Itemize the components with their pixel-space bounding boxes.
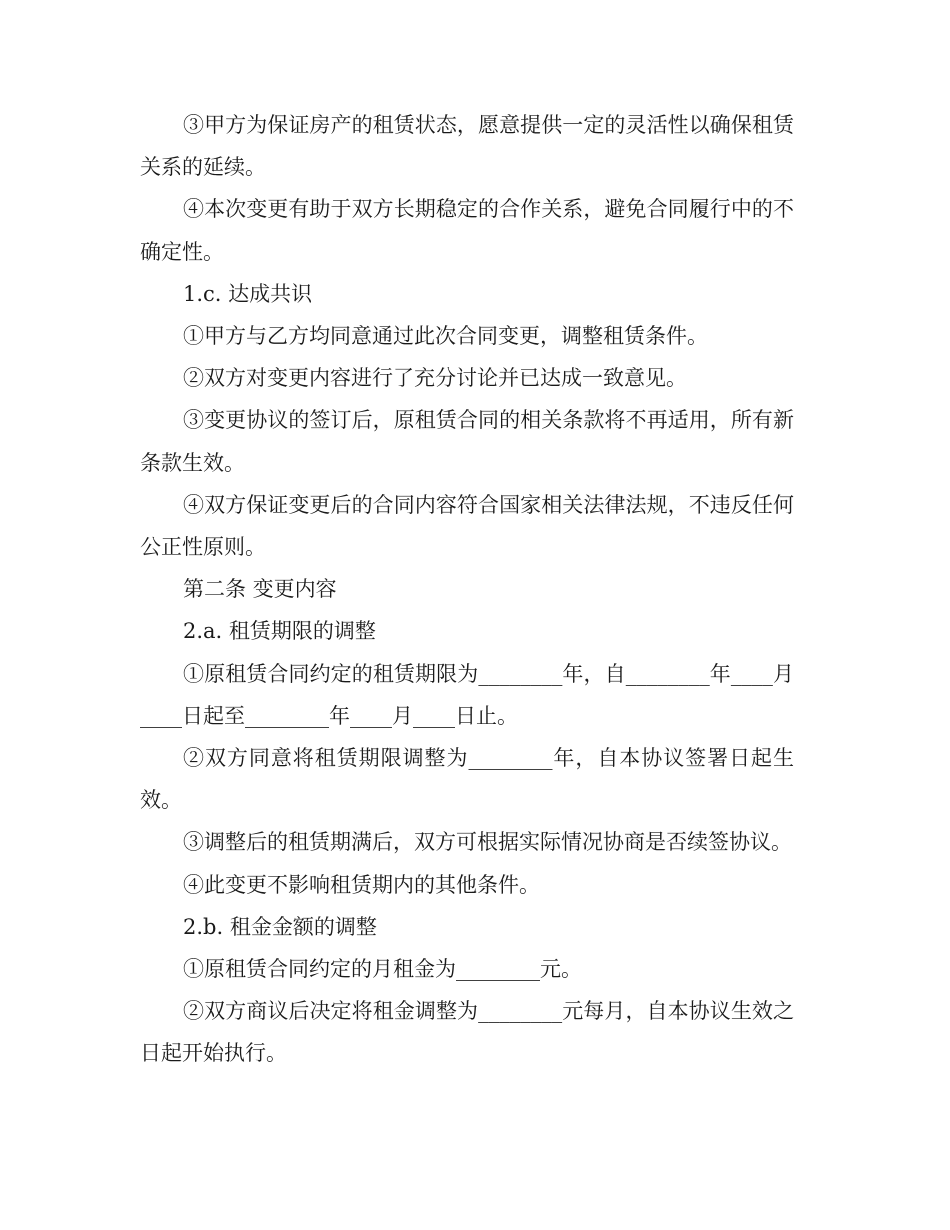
paragraph: ②双方对变更内容进行了充分讨论并已达成一致意见。 xyxy=(183,366,687,391)
article-heading: 第二条 变更内容 xyxy=(183,577,337,602)
paragraph: ②双方同意将租赁期限调整为________年，自本协议签署日起生效。 xyxy=(140,746,794,813)
paragraph: ③甲方为保证房产的租赁状态，愿意提供一定的灵活性以确保租赁关系的延续。 xyxy=(140,113,794,180)
paragraph: ③变更协议的签订后，原租赁合同的相关条款将不再适用，所有新条款生效。 xyxy=(140,408,794,475)
section-heading: 1.c. 达成共识 xyxy=(183,281,313,306)
section-heading: 2.b. 租金金额的调整 xyxy=(183,914,377,939)
paragraph: ④本次变更有助于双方长期稳定的合作关系，避免合同履行中的不确定性。 xyxy=(140,197,794,264)
paragraph: ①甲方与乙方均同意通过此次合同变更，调整租赁条件。 xyxy=(183,324,708,349)
paragraph: ①原租赁合同约定的租赁期限为________年，自________年____月____日起至________年____月____日止。 xyxy=(140,661,794,728)
paragraph: ②双方商议后决定将租金调整为________元每月，自本协议生效之日起开始执行。 xyxy=(140,999,794,1066)
paragraph: ③调整后的租赁期满后，双方可根据实际情况协商是否续签协议。 xyxy=(183,830,792,855)
paragraph: ④双方保证变更后的合同内容符合国家相关法律法规，不违反任何公正性原则。 xyxy=(140,492,794,560)
document-body xyxy=(140,104,794,1075)
paragraph: ①原租赁合同约定的月租金为________元。 xyxy=(183,957,582,982)
section-heading: 2.a. 租赁期限的调整 xyxy=(183,619,376,644)
paragraph: ④此变更不影响租赁期内的其他条件。 xyxy=(183,872,540,897)
